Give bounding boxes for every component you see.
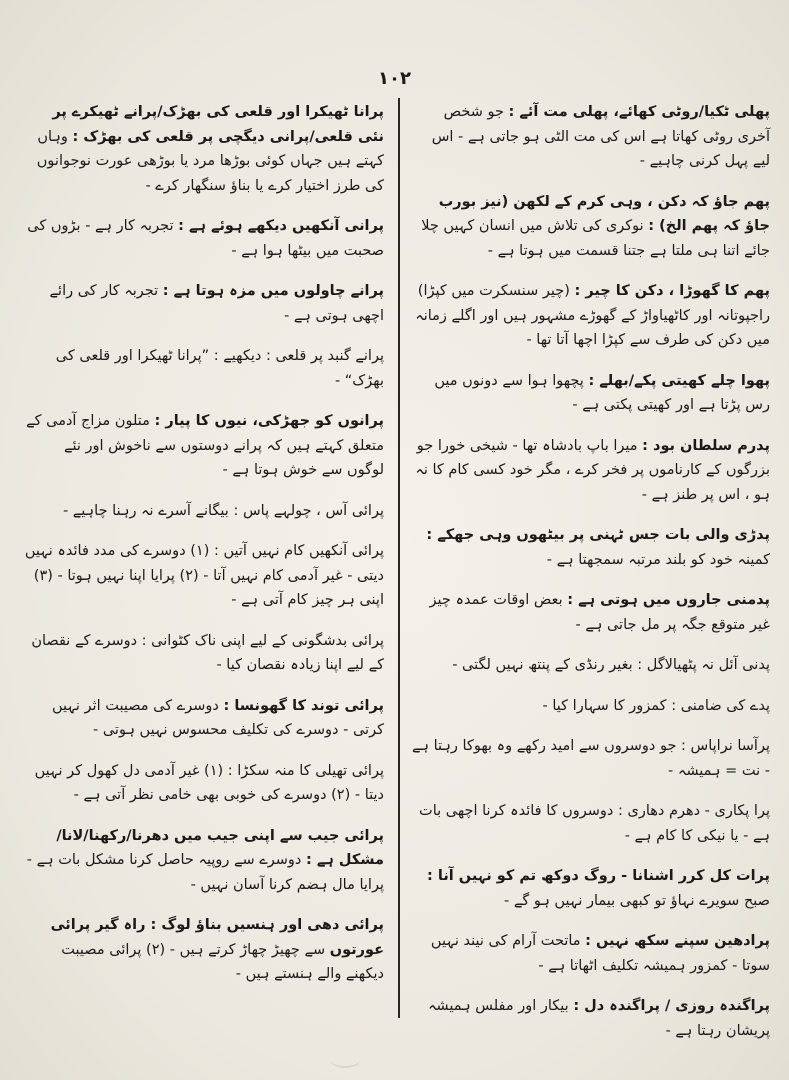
- column-divider: [398, 98, 400, 1018]
- entry-definition: (چیر سنسکرت میں کپڑا) راجپوتانہ اور کاٹھیاواڑ کے گھوڑے مشہور ہیں اور اگلے زمانہ میں دکن کی طرف سے کپڑا اچھا آتا تھا -: [415, 283, 770, 348]
- dictionary-entry: [412, 653, 770, 678]
- entry-headword: پدڑی والی بات جس ٹہنی پر بیٹھوں وہی جھکے :: [426, 527, 770, 543]
- entry-definition: پدنی آئل نہ پٹھیالاگل : بغیر رنڈی کے پنتھ نہیں لگتی -: [452, 657, 770, 673]
- dictionary-entry: [24, 344, 384, 393]
- entry-headword: پرائی توند کا گھونسا :: [223, 697, 384, 714]
- entry-headword: پدمنی جاروں میں ہوتی ہے :: [567, 592, 770, 608]
- dictionary-entry: [412, 929, 770, 978]
- entry-definition: پدے کی ضامنی : کمزور کا سہارا کیا -: [542, 697, 770, 714]
- dictionary-entry: [24, 539, 384, 613]
- dictionary-entry: [412, 434, 770, 508]
- entry-definition: پرا پکاری - دھرم دھاری : دوسروں کا فائدہ کرنا اچھی بات ہے - یا نیکی کا کام ہے -: [419, 803, 770, 844]
- entry-definition: نوکری کی تلاش میں انسان کہیں چلا جائے اتنا ہی ملتا ہے جتنا قسمت میں ہوتا ہے -: [421, 218, 770, 259]
- entry-headword: پرات کل کرر اشنانا - روگ دوکھ تم کو نہیں آنا :: [427, 868, 770, 884]
- entry-headword: پرائی دھی اور ہنسیں بناؤ لوگ : راہ گیر پرائی عورتوں: [50, 917, 384, 958]
- dictionary-entry: [412, 279, 770, 353]
- page-smudge: [330, 1052, 360, 1068]
- dictionary-entry: [412, 100, 770, 174]
- entry-definition: پرآسا نراپاس : جو دوسروں سے امید رکھے وہ بھوکا رہتا ہے - نت = ہمیشہ -: [412, 738, 770, 779]
- entry-definition: پرائی بدشگونی کے لیے اپنی ناک کٹوانی : دوسرے کے نقصان کے لیے اپنا زیادہ نقصان کیا -: [31, 632, 384, 673]
- dictionary-entry: [24, 214, 384, 263]
- entry-definition: دوسرے کی مصیبت اثر نہیں کرتی - دوسرے کی تکلیف محسوس نہیں ہوتی -: [52, 697, 384, 738]
- dictionary-entry: [24, 629, 384, 678]
- entry-definition: میرا باپ بادشاہ تھا - شیخی خورا جو بزرگوں کے کارناموں پر فخر کرے ، مگر خود کسی کام کا نہ ہو ، اس پر طنز ہے -: [415, 437, 770, 503]
- dictionary-entry: [412, 734, 770, 783]
- entry-headword: پھم جاؤ کہ دکن ، وہی کرم کے لکھن (نیز بورب جاؤ کہ پھم الخ) :: [438, 193, 770, 234]
- entry-headword: پھلی ٹکیا/روٹی کھائے، پھلی مت آئے :: [508, 104, 770, 120]
- entry-headword: پراگندہ روزی / پراگندہ دل :: [573, 998, 770, 1014]
- entry-definition: جو شخص آخری روٹی کھاتا ہے اس کی مت الٹی ہو جاتی ہے - اس لیے پہل کرنی چاہیے -: [431, 104, 770, 169]
- dictionary-entry: [412, 994, 770, 1043]
- dictionary-entry: [24, 759, 384, 808]
- entry-headword: پرادھین سپنے سکھ نہیں :: [585, 933, 770, 949]
- dictionary-entry: [412, 523, 770, 572]
- entry-definition: متلون مزاج آدمی کے متعلق کہتے ہیں کہ پرانے دوستوں سے ناخوش اور نئے لوگوں سے خوش ہوتا ہے -: [26, 413, 384, 478]
- dictionary-entry: [412, 799, 770, 848]
- dictionary-entry: [24, 913, 384, 987]
- entry-definition: وہاں کہتے ہیں جہاں کوئی بوڑھا مرد یا بوڑھی عورت نوجوانوں کی طرز اختیار کرے یا بناؤ سنگھار کرے -: [36, 128, 384, 194]
- entry-definition: تجربہ کار کی رائے اچھی ہوتی ہے -: [49, 283, 384, 324]
- entry-headword: پرانا ٹھیکرا اور قلعی کی بھڑک/پرانے ٹھیکرے پر نئی قلعی/پرانی دیگچی پر قلعی کی بھڑک :: [52, 104, 384, 145]
- entry-headword: پرانی آنکھیں دیکھے ہوئے ہے :: [178, 218, 384, 234]
- entry-definition: ماتحت آرام کی نیند نہیں سوتا - کمزور ہمیشہ تکلیف اٹھاتا ہے -: [430, 933, 770, 974]
- dictionary-entry: [412, 864, 770, 913]
- entry-definition: بعض اوقات عمدہ چیز غیر متوقع جگہ پر مل جاتی ہے -: [429, 592, 770, 633]
- entry-headword: پھم کا گھوڑا ، دکن کا چیر :: [574, 283, 770, 299]
- dictionary-entry: [24, 279, 384, 328]
- entry-definition: تجربہ کار ہے - بڑوں کی صحبت میں بیٹھا ہوا ہے -: [27, 218, 384, 259]
- entry-definition: بیکار اور مفلس ہمیشہ پریشان رہتا ہے -: [427, 998, 770, 1039]
- right-column: [412, 100, 770, 1059]
- page-number: ۱۰۲: [378, 68, 411, 89]
- entry-headword: پرائی جیب سے اپنی جیب میں دھرنا/رکھنا/لانا/مشکل ہے :: [56, 827, 384, 868]
- dictionary-entry: [24, 409, 384, 483]
- entry-definition: پرائی تھیلی کا منہ سکڑا : (۱) غیر آدمی دل کھول کر نہیں دیتا - (۲) دوسرے کی خوبی بھی خامی نظر آتی ہے -: [34, 762, 384, 803]
- entry-definition: سے چھیڑ چھاڑ کرتے ہیں - (۲) پرائی مصیبت دیکھنے والے ہنستے ہیں -: [61, 941, 384, 982]
- entry-definition: صبح سویرے نہاؤ تو کبھی بیمار نہیں ہو گے -: [503, 892, 770, 909]
- entry-definition: پرائی آنکھیں کام نہیں آتیں : (۱) دوسرے کی مدد فائدہ نہیں دیتی - غیر آدمی کام نہیں آتا - (۲) پرایا اپنا نہیں ہوتا - (۳) اپنی ہر چیز کام آتی ہے -: [24, 543, 384, 608]
- entry-definition: پچھوا ہوا سے دونوں میں رس پڑتا ہے اور کھیتی پکتی ہے -: [434, 372, 770, 413]
- dictionary-entry: [24, 100, 384, 198]
- dictionary-entry: [24, 694, 384, 743]
- entry-definition: دوسرے سے روپیہ حاصل کرنا مشکل بات ہے - پرایا مال ہضم کرنا آسان نہیں -: [26, 852, 384, 893]
- entry-headword: پرانوں کو جھڑکی، نیوں کا پیار :: [154, 413, 384, 429]
- entry-definition: پرانے گنبد پر قلعی : دیکھیے : ”پرانا ٹھیکرا اور قلعی کی بھڑک“ -: [55, 348, 384, 389]
- left-column: [24, 100, 384, 1003]
- dictionary-entry: [24, 499, 384, 524]
- dictionary-entry: [412, 190, 770, 264]
- entry-headword: پھوا چلے کھیتی پکے/بھلے :: [588, 372, 770, 389]
- dictionary-entry: [412, 369, 770, 418]
- entry-headword: پدرم سلطان بود :: [642, 437, 770, 454]
- entry-headword: پرانے چاولوں میں مزہ ہوتا ہے :: [162, 283, 384, 299]
- dictionary-entry: [412, 694, 770, 719]
- entry-definition: کمینہ خود کو بلند مرتبہ سمجھتا ہے -: [546, 551, 770, 568]
- dictionary-entry: [412, 588, 770, 637]
- dictionary-entry: [24, 824, 384, 898]
- entry-definition: پرائی آس ، چولہے پاس : بیگانے آسرے نہ رہنا چاہیے -: [62, 502, 384, 519]
